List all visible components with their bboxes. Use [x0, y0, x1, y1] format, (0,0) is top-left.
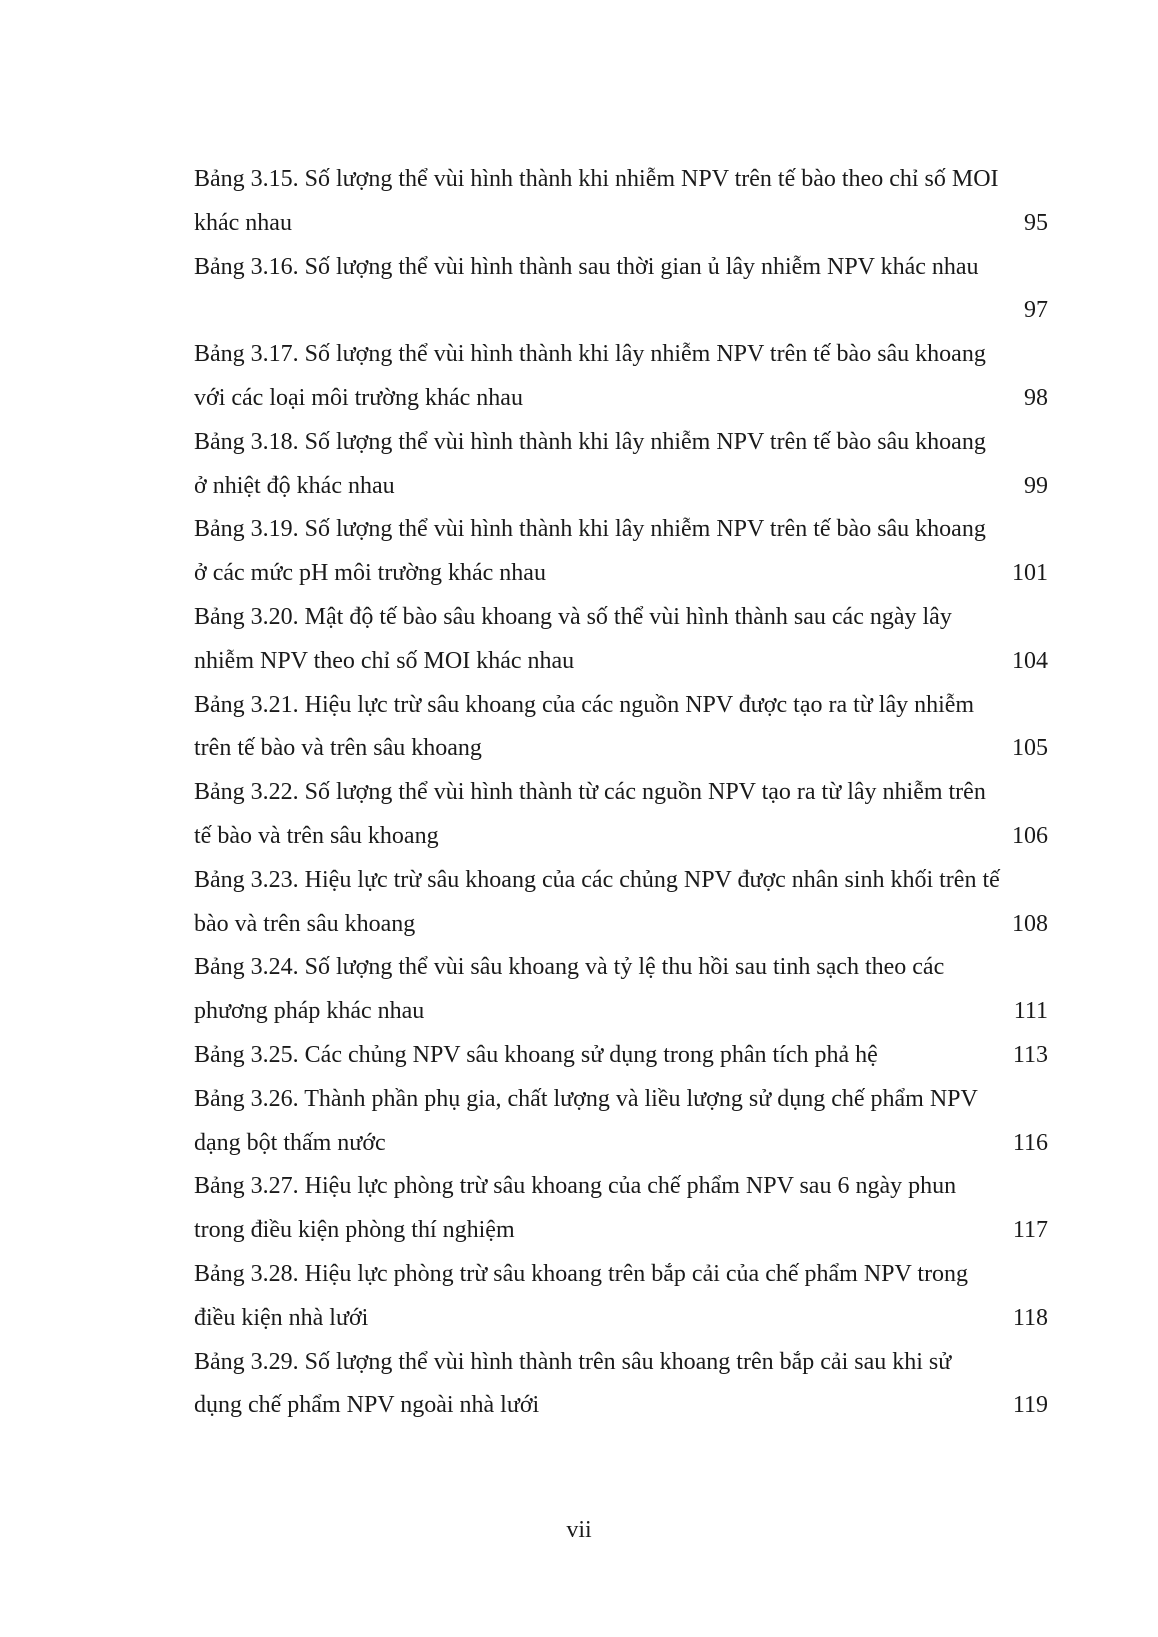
toc-entry-title: Bảng 3.23. Hiệu lực trừ sâu khoang của các chủng NPV được nhân sinh khối trên tế: [194, 866, 1000, 893]
toc-entry: [194, 771, 1048, 859]
toc-entry-title: Bảng 3.18. Số lượng thể vùi hình thành khi lây nhiễm NPV trên tế bào sâu khoang: [194, 428, 986, 455]
toc-page-number: 118: [1012, 1304, 1048, 1331]
toc-entry: [194, 158, 1048, 246]
list-of-tables: [194, 158, 1048, 1428]
page-number-footer: vii: [566, 1517, 592, 1543]
toc-entry-title-continuation: phương pháp khác nhau: [194, 998, 425, 1025]
toc-entry: [194, 1253, 1048, 1341]
toc-entry-title: Bảng 3.20. Mật độ tế bào sâu khoang và số thể vùi hình thành sau các ngày lây: [194, 603, 952, 630]
toc-entry-title: Bảng 3.25. Các chủng NPV sâu khoang sử dụng trong phân tích phả hệ: [194, 1041, 878, 1068]
toc-entry-line: [194, 1209, 1048, 1253]
toc-page-number: 104: [1012, 647, 1048, 674]
toc-entry-line: [194, 1297, 1048, 1341]
toc-entry: [194, 596, 1048, 684]
toc-entry-title-continuation: trên tế bào và trên sâu khoang: [194, 735, 482, 762]
toc-entry-line: [194, 377, 1048, 421]
toc-page-number: 101: [1012, 560, 1048, 587]
toc-entry-line: [194, 640, 1048, 684]
toc-entry-title: Bảng 3.28. Hiệu lực phòng trừ sâu khoang trên bắp cải của chế phẩm NPV trong: [194, 1260, 969, 1287]
toc-page-number: 113: [1012, 1041, 1048, 1068]
toc-entry: [194, 1165, 1048, 1253]
toc-entry-title: Bảng 3.29. Số lượng thể vùi hình thành trên sâu khoang trên bắp cải sau khi sử: [194, 1348, 952, 1375]
toc-page-number: 108: [1012, 910, 1048, 937]
toc-entry-title: Bảng 3.15. Số lượng thể vùi hình thành khi nhiễm NPV trên tế bào theo chỉ số MOI: [194, 166, 999, 192]
toc-entry-title-continuation: nhiễm NPV theo chỉ số MOI khác nhau: [194, 647, 575, 674]
toc-entry-line: [194, 1034, 1048, 1078]
toc-entry-title-continuation: dạng bột thấm nước: [194, 1129, 386, 1156]
toc-entry: [194, 246, 1048, 334]
toc-entry-title: Bảng 3.17. Số lượng thể vùi hình thành khi lây nhiễm NPV trên tế bào sâu khoang: [194, 341, 986, 368]
toc-page-number: 119: [1012, 1392, 1048, 1419]
toc-entry: [194, 684, 1048, 772]
toc-entry-line: [194, 465, 1048, 509]
toc-entry-line: [194, 1122, 1048, 1166]
toc-entry: [194, 333, 1048, 421]
toc-page-number: 117: [1012, 1217, 1048, 1244]
toc-page-number: 97: [1024, 297, 1048, 324]
toc-entry-title-continuation: với các loại môi trường khác nhau: [194, 384, 523, 411]
toc-entry-line: [194, 727, 1048, 771]
toc-entry-line: [194, 815, 1048, 859]
toc-entry: [194, 508, 1048, 596]
toc-entry-title: Bảng 3.22. Số lượng thể vùi hình thành từ các nguồn NPV tạo ra từ lây nhiễm trên: [194, 779, 986, 806]
toc-entry-title-continuation: khác nhau: [194, 209, 292, 236]
toc-entry-title-continuation: điều kiện nhà lưới: [194, 1304, 369, 1331]
toc-entry: [194, 1341, 1048, 1429]
toc-page-number: 98: [1024, 384, 1048, 411]
toc-page-number: 105: [1012, 735, 1048, 762]
toc-entry-title-continuation: bào và trên sâu khoang: [194, 910, 416, 937]
toc-entry-line: [194, 903, 1048, 947]
toc-page-number: 106: [1012, 822, 1048, 849]
toc-entry: [194, 859, 1048, 947]
toc-entry-title: Bảng 3.27. Hiệu lực phòng trừ sâu khoang của chế phẩm NPV sau 6 ngày phun: [194, 1173, 957, 1200]
toc-entry-line: [194, 202, 1048, 246]
toc-page-number: 116: [1012, 1129, 1048, 1156]
toc-entry: [194, 1078, 1048, 1166]
toc-entry-title: Bảng 3.26. Thành phần phụ gia, chất lượng và liều lượng sử dụng chế phẩm NPV: [194, 1085, 978, 1112]
toc-entry-title-continuation: dụng chế phẩm NPV ngoài nhà lưới: [194, 1392, 540, 1419]
toc-entry: [194, 946, 1048, 1034]
toc-entry-line: [194, 990, 1048, 1034]
toc-entry: [194, 1034, 1048, 1078]
toc-page-number: 111: [1013, 998, 1048, 1025]
toc-entry-line: [194, 552, 1048, 596]
toc-page-number: 99: [1024, 472, 1048, 499]
toc-entry: [194, 421, 1048, 509]
toc-page-number: 95: [1024, 209, 1048, 236]
toc-entry-title: Bảng 3.21. Hiệu lực trừ sâu khoang của các nguồn NPV được tạo ra từ lây nhiễm: [194, 691, 975, 718]
toc-entry-title-continuation: ở nhiệt độ khác nhau: [194, 472, 395, 499]
toc-entry-title: Bảng 3.16. Số lượng thể vùi hình thành sau thời gian ủ lây nhiễm NPV khác nhau: [194, 253, 979, 280]
toc-entry-title-continuation: ở các mức pH môi trường khác nhau: [194, 560, 546, 587]
toc-entry-title: Bảng 3.19. Số lượng thể vùi hình thành khi lây nhiễm NPV trên tế bào sâu khoang: [194, 516, 986, 543]
toc-entry-title-continuation: trong điều kiện phòng thí nghiệm: [194, 1217, 515, 1244]
toc-entry-title: Bảng 3.24. Số lượng thể vùi sâu khoang và tỷ lệ thu hồi sau tinh sạch theo các: [194, 954, 945, 981]
toc-entry-line: [194, 1384, 1048, 1428]
toc-entry-title-continuation: tế bào và trên sâu khoang: [194, 822, 439, 849]
